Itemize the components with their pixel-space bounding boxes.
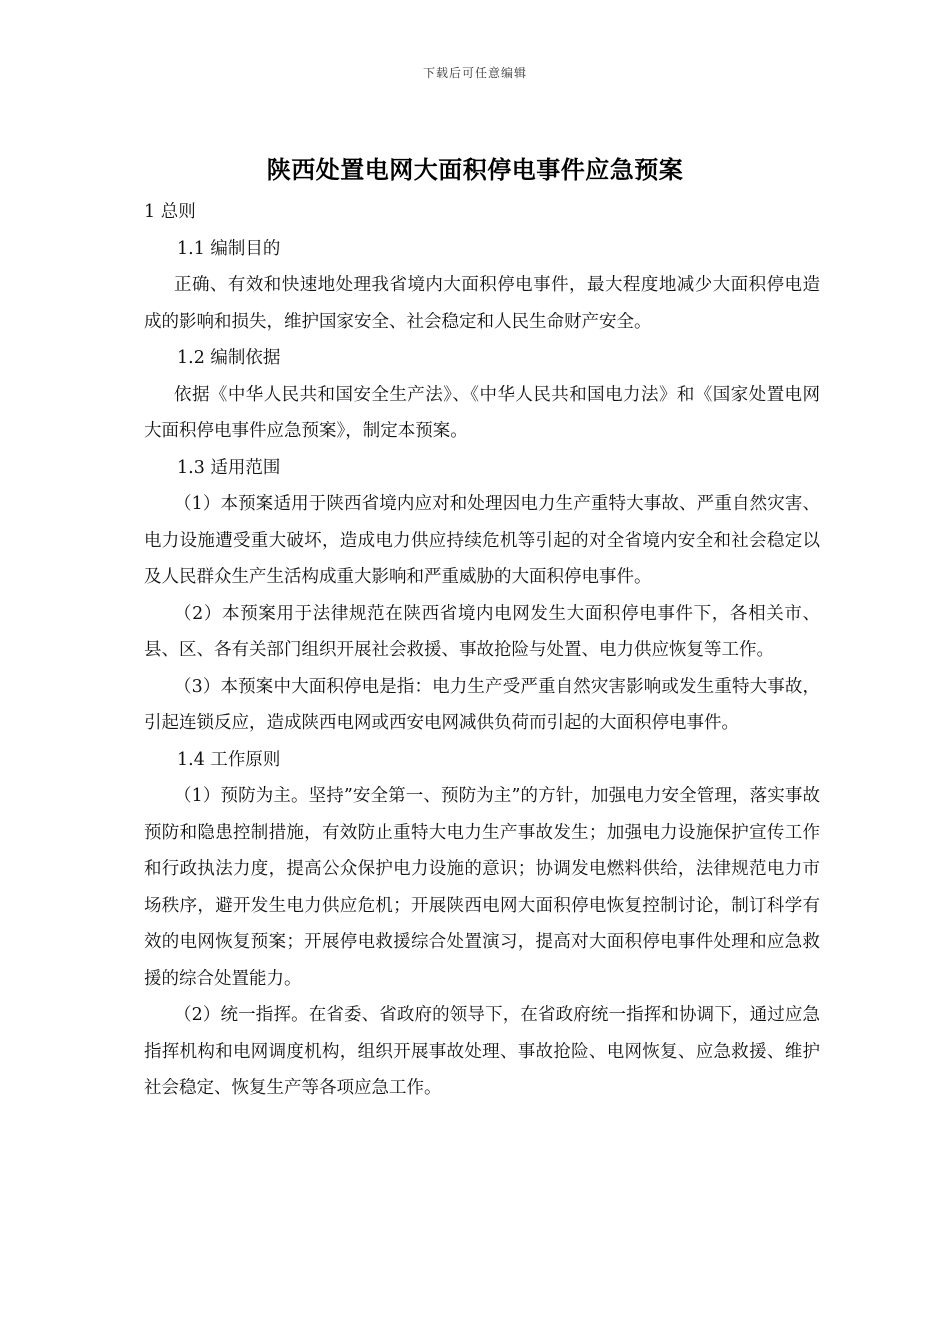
paragraph-principle-2: （2）统一指挥。在省委、省政府的领导下，在省政府统一指挥和协调下，通过应急指挥机构和电网调度机构，组织开展事故处理、事故抢险、电网恢复、应急救援、维护社会稳定、恢复生产等各项应急工作。 — [144, 1005, 820, 1098]
paragraph-purpose: 正确、有效和快速地处理我省境内大面积停电事件，最大程度地减少大面积停电造成的影响和损失，维护国家安全、社会稳定和人民生命财产安全。 — [144, 275, 820, 332]
paragraph-principle-1: （1）预防为主。坚持”安全第一、预防为主”的方针，加强电力安全管理，落实事故预防和隐患控制措施，有效防止重特大电力生产事故发生；加强电力设施保护宣传工作和行政执法力度，提高公众保护电力设施的意识；协调发电燃料供给，法律规范电力市场秩序，避开发生电力供应危机；开展陕西电网大面积停电恢复控制讨论，制订科学有效的电网恢复预案；开展停电救援综合处置演习，提高对大面积停电事件处理和应急救援的综合处置能力。 — [144, 786, 820, 989]
document-title: 陕西处置电网大面积停电事件应急预案 — [266, 156, 684, 184]
subsection-heading-principles: 1.4 工作原则 — [177, 749, 281, 770]
header-note: 下载后可任意编辑 — [422, 66, 527, 80]
document-body — [144, 194, 820, 1107]
subsection-heading-basis: 1.2 编制依据 — [177, 348, 281, 368]
paragraph-basis: 依据《中华人民共和国安全生产法》、《中华人民共和国电力法》和《国家处置电网大面积停电事件应急预案》，制定本预案。 — [144, 384, 820, 441]
paragraph-scope-3: （3）本预案中大面积停电是指：电力生产受严重自然灾害影响或发生重特大事故，引起连锁反应，造成陕西电网或西安电网减供负荷而引起的大面积停电事件。 — [144, 676, 820, 733]
paragraph-scope-1: （1）本预案适用于陕西省境内应对和处理因电力生产重特大事故、严重自然灾害、电力设施遭受重大破坏，造成电力供应持续危机等引起的对全省境内安全和社会稳定以及人民群众生产生活构成重大影响和严重威胁的大面积停电事件。 — [144, 494, 820, 587]
paragraph-scope-2: （2）本预案用于法律规范在陕西省境内电网发生大面积停电事件下，各相关市、县、区、各有关部门组织开展社会救援、事故抢险与处置、电力供应恢复等工作。 — [144, 603, 820, 660]
subsection-heading-scope: 1.3 适用范围 — [177, 457, 281, 478]
section-heading-general: 1 总则 — [144, 202, 196, 222]
subsection-heading-purpose: 1.1 编制目的 — [177, 238, 281, 259]
